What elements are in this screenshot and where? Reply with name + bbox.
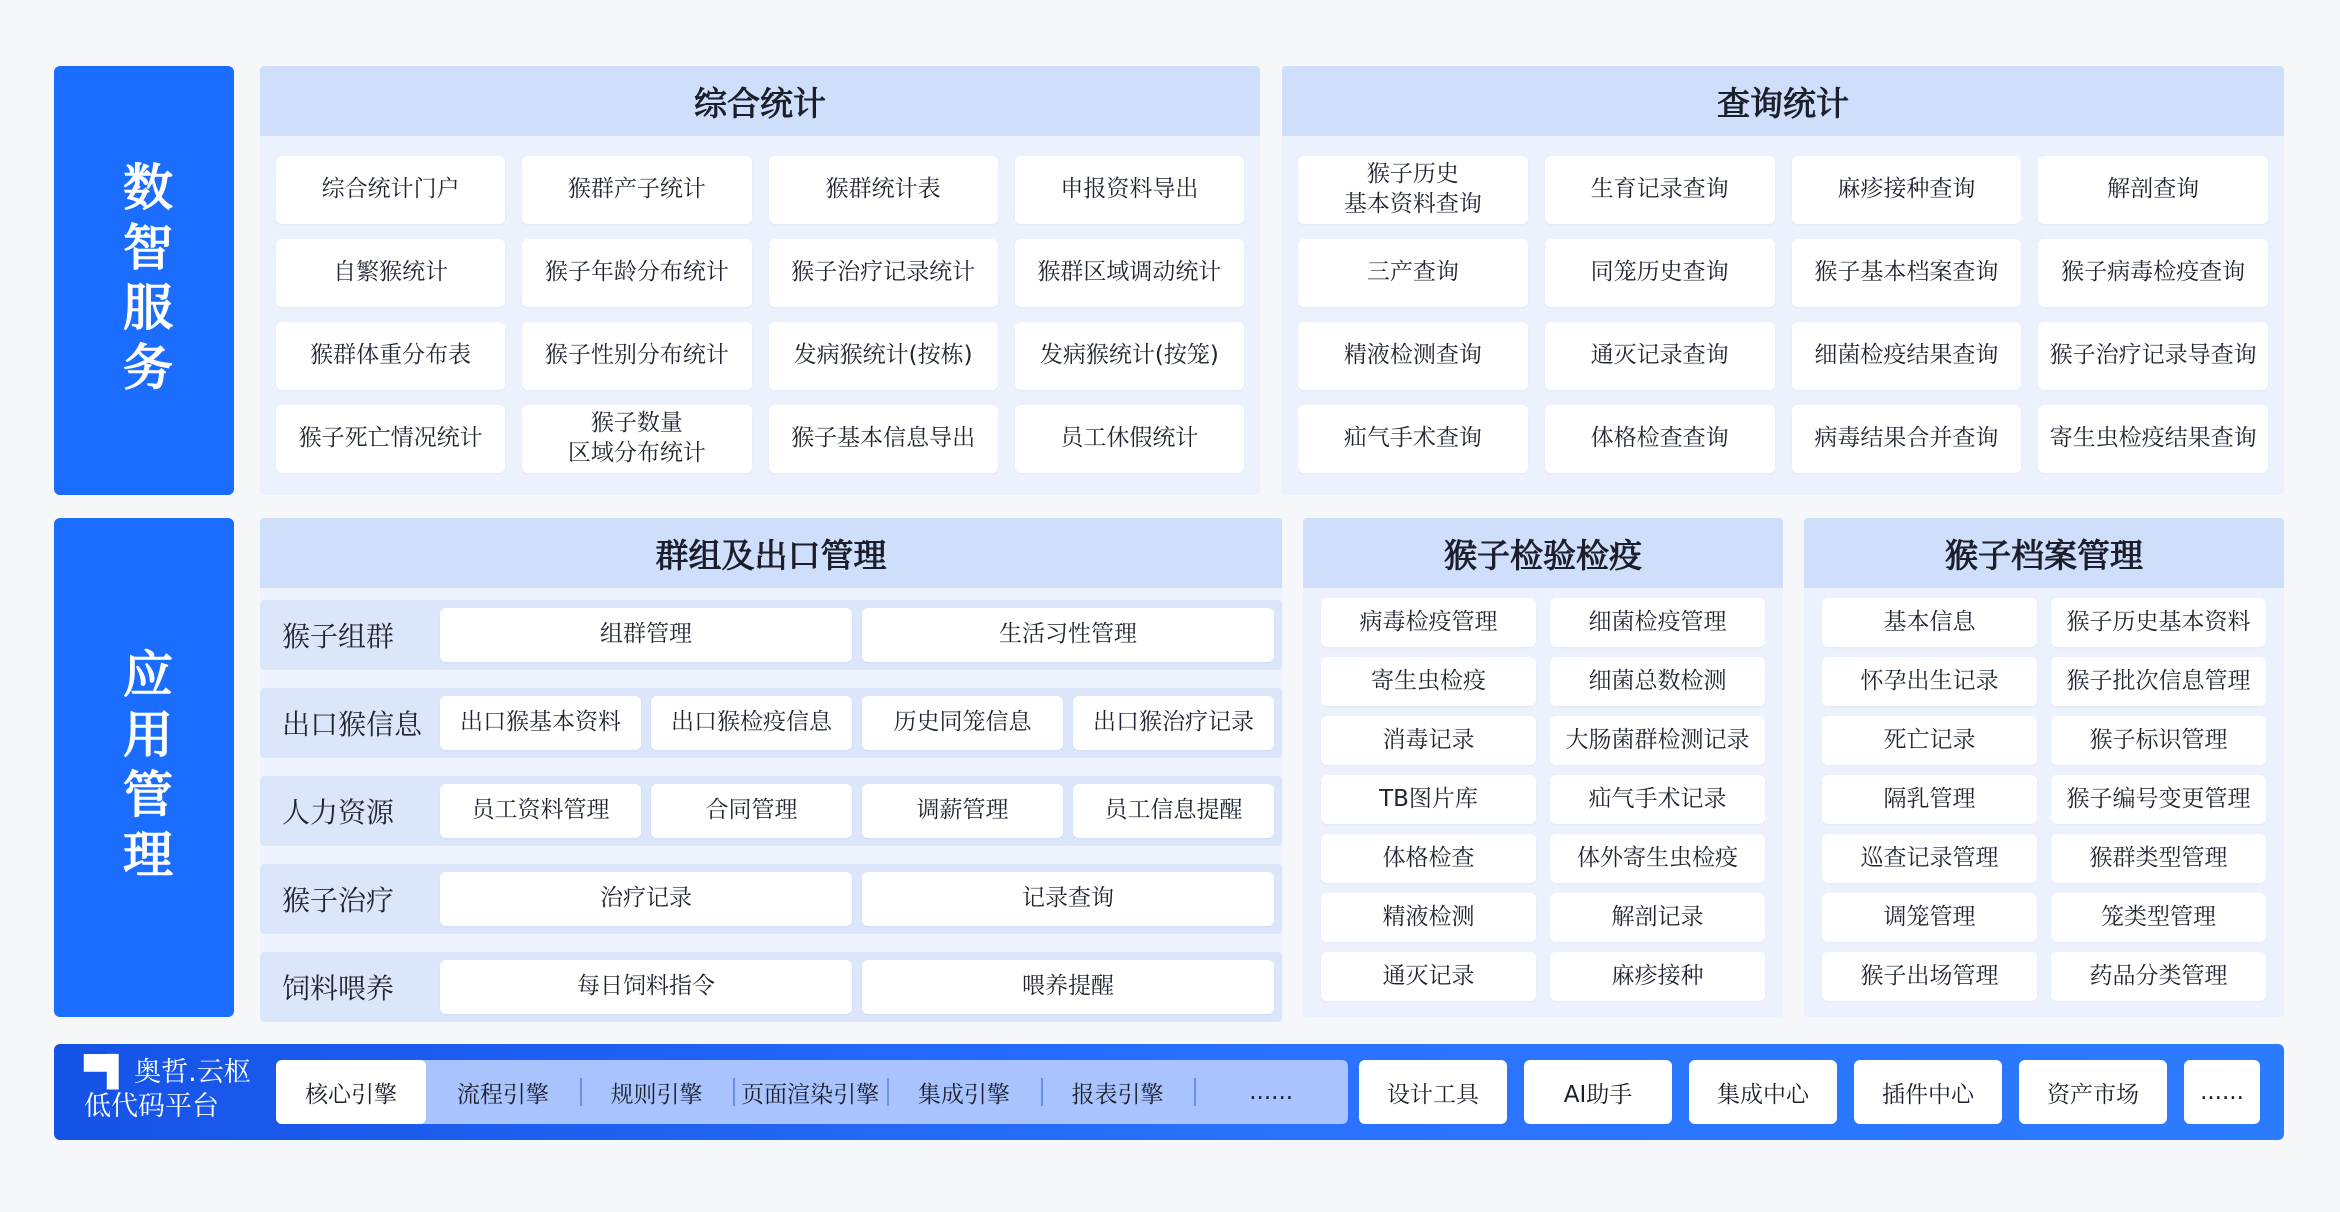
group-row-label: 猴子治疗 — [282, 884, 395, 917]
group-row-label: 猴子组群 — [282, 620, 395, 653]
archives-panel — [1804, 518, 2284, 1017]
inspection-item[interactable]: 病毒检疫管理 — [1321, 598, 1536, 647]
group-row-items — [440, 608, 1274, 662]
section-label-data-service — [54, 66, 234, 495]
archive-item[interactable]: 猴子历史基本资料 — [2051, 598, 2266, 647]
group-row — [260, 776, 1282, 846]
engine-item[interactable]: 页面渲染引擎 — [733, 1060, 887, 1124]
archive-item[interactable]: 笼类型管理 — [2051, 893, 2266, 942]
group-row-items — [440, 784, 1274, 838]
engine-item[interactable]: ...... — [1194, 1060, 1348, 1124]
inspection-grid — [1321, 598, 1765, 1003]
query-stats-item[interactable]: 同笼历史查询 — [1545, 239, 1775, 307]
query-stats-grid — [1298, 156, 2268, 476]
group-row — [260, 600, 1282, 670]
inspection-item[interactable]: 体格检查 — [1321, 834, 1536, 883]
archive-item[interactable]: 猴子标识管理 — [2051, 716, 2266, 765]
query-stats-item[interactable]: 疝气手术查询 — [1298, 405, 1528, 473]
query-stats-item[interactable]: 细菌检疫结果查询 — [1792, 322, 2022, 390]
group-row-item[interactable]: 调薪管理 — [862, 784, 1063, 838]
archive-item[interactable]: 猴子批次信息管理 — [2051, 657, 2266, 706]
archive-item[interactable]: 死亡记录 — [1822, 716, 2037, 765]
group-row-items — [440, 960, 1274, 1014]
query-stats-item[interactable]: 精液检测查询 — [1298, 322, 1528, 390]
archive-item[interactable]: 猴群类型管理 — [2051, 834, 2266, 883]
comprehensive-stats-item[interactable]: 猴群统计表 — [769, 156, 998, 224]
engine-item[interactable]: 报表引擎 — [1041, 1060, 1195, 1124]
group-row-item[interactable]: 生活习性管理 — [862, 608, 1274, 662]
comprehensive-stats-item[interactable]: 发病猴统计(按栋) — [769, 322, 998, 390]
group-row-item[interactable]: 出口猴检疫信息 — [651, 696, 852, 750]
comprehensive-stats-panel — [260, 66, 1260, 495]
comprehensive-stats-item[interactable]: 申报资料导出 — [1015, 156, 1244, 224]
inspection-item[interactable]: 体外寄生虫检疫 — [1550, 834, 1765, 883]
engine-item[interactable]: 规则引擎 — [580, 1060, 734, 1124]
comprehensive-stats-grid — [276, 156, 1244, 476]
group-row-item[interactable]: 治疗记录 — [440, 872, 852, 926]
archives-grid — [1822, 598, 2266, 1003]
comprehensive-stats-item[interactable]: 猴子治疗记录统计 — [769, 239, 998, 307]
group-row — [260, 688, 1282, 758]
query-stats-item[interactable]: 生育记录查询 — [1545, 156, 1775, 224]
group-row-item[interactable]: 出口猴治疗记录 — [1073, 696, 1274, 750]
group-row-item[interactable]: 历史同笼信息 — [862, 696, 1063, 750]
group-row — [260, 864, 1282, 934]
group-row-item[interactable]: 员工信息提醒 — [1073, 784, 1274, 838]
group-row — [260, 952, 1282, 1022]
archive-item[interactable]: 隔乳管理 — [1822, 775, 2037, 824]
inspection-item[interactable]: 通灭记录 — [1321, 952, 1536, 1001]
comprehensive-stats-item[interactable]: 猴子数量 区域分布统计 — [522, 405, 751, 473]
inspection-item[interactable]: 细菌检疫管理 — [1550, 598, 1765, 647]
tool-item[interactable]: AI助手 — [1524, 1060, 1672, 1124]
group-row-item[interactable]: 出口猴基本资料 — [440, 696, 641, 750]
comprehensive-stats-item[interactable]: 猴子死亡情况统计 — [276, 405, 505, 473]
group-export-rows — [260, 600, 1282, 1020]
section-label-app-management — [54, 518, 234, 1017]
panel-title: 猴子检验检疫 — [1303, 518, 1783, 588]
group-row-item[interactable]: 员工资料管理 — [440, 784, 641, 838]
logo-icon: ▀▌ — [84, 1055, 131, 1090]
comprehensive-stats-item[interactable]: 猴子年龄分布统计 — [522, 239, 751, 307]
group-row-items — [440, 872, 1274, 926]
group-row-item[interactable]: 合同管理 — [651, 784, 852, 838]
group-row-label: 人力资源 — [282, 796, 395, 829]
inspection-item[interactable]: 精液检测 — [1321, 893, 1536, 942]
tool-item[interactable]: 集成中心 — [1689, 1060, 1837, 1124]
tool-item[interactable]: 设计工具 — [1359, 1060, 1507, 1124]
inspection-item[interactable]: 解剖记录 — [1550, 893, 1765, 942]
group-row-item[interactable]: 喂养提醒 — [862, 960, 1274, 1014]
query-stats-item[interactable]: 三产查询 — [1298, 239, 1528, 307]
group-row-item[interactable]: 记录查询 — [862, 872, 1274, 926]
group-row-label: 饲料喂养 — [282, 972, 395, 1005]
query-stats-item[interactable]: 猴子历史 基本资料查询 — [1298, 156, 1528, 224]
inspection-panel — [1303, 518, 1783, 1017]
query-stats-item[interactable]: 通灭记录查询 — [1545, 322, 1775, 390]
tool-item[interactable]: ...... — [2184, 1060, 2260, 1124]
platform-bar — [54, 1044, 2284, 1140]
inspection-item[interactable]: TB图片库 — [1321, 775, 1536, 824]
section-label-text: 数智服务 — [115, 160, 173, 401]
comprehensive-stats-item[interactable]: 猴子基本信息导出 — [769, 405, 998, 473]
query-stats-item[interactable]: 体格检查查询 — [1545, 405, 1775, 473]
archive-item[interactable]: 调笼管理 — [1822, 893, 2037, 942]
engine-item[interactable]: 流程引擎 — [456, 1081, 549, 1108]
archive-item[interactable]: 怀孕出生记录 — [1822, 657, 2037, 706]
query-stats-item[interactable]: 解剖查询 — [2038, 156, 2268, 224]
archive-item[interactable]: 药品分类管理 — [2051, 952, 2266, 1001]
section-label-text: 应用管理 — [115, 647, 173, 888]
archive-item[interactable]: 基本信息 — [1822, 598, 2037, 647]
comprehensive-stats-item[interactable]: 综合统计门户 — [276, 156, 505, 224]
tool-item[interactable]: 资产市场 — [2019, 1060, 2167, 1124]
group-row-items — [440, 696, 1274, 750]
query-stats-item[interactable]: 猴子治疗记录导查询 — [2038, 322, 2268, 390]
archive-item[interactable]: 猴子编号变更管理 — [2051, 775, 2266, 824]
query-stats-item[interactable]: 猴子基本档案查询 — [1792, 239, 2022, 307]
engine-item[interactable]: 核心引擎 — [276, 1060, 426, 1124]
logo-subtitle: 低代码平台 — [84, 1091, 219, 1122]
query-stats-panel — [1282, 66, 2284, 495]
inspection-item[interactable]: 大肠菌群检测记录 — [1550, 716, 1765, 765]
query-stats-item[interactable]: 麻疹接种查询 — [1792, 156, 2022, 224]
engine-group — [276, 1060, 1348, 1124]
comprehensive-stats-item[interactable]: 猴群区域调动统计 — [1015, 239, 1244, 307]
comprehensive-stats-item[interactable]: 猴子性别分布统计 — [522, 322, 751, 390]
inspection-item[interactable]: 寄生虫检疫 — [1321, 657, 1536, 706]
comprehensive-stats-item[interactable]: 猴群产子统计 — [522, 156, 751, 224]
comprehensive-stats-item[interactable]: 发病猴统计(按笼) — [1015, 322, 1244, 390]
group-export-panel — [260, 518, 1282, 1021]
group-row-item[interactable]: 组群管理 — [440, 608, 852, 662]
panel-title: 猴子档案管理 — [1804, 518, 2284, 588]
archive-item[interactable]: 巡查记录管理 — [1822, 834, 2037, 883]
comprehensive-stats-item[interactable]: 自繁猴统计 — [276, 239, 505, 307]
tool-item[interactable]: 插件中心 — [1854, 1060, 2002, 1124]
archive-item[interactable]: 猴子出场管理 — [1822, 952, 2037, 1001]
query-stats-item[interactable]: 寄生虫检疫结果查询 — [2038, 405, 2268, 473]
inspection-item[interactable]: 麻疹接种 — [1550, 952, 1765, 1001]
inspection-item[interactable]: 疝气手术记录 — [1550, 775, 1765, 824]
group-row-label: 出口猴信息 — [282, 708, 423, 741]
query-stats-item[interactable]: 病毒结果合并查询 — [1792, 405, 2022, 473]
panel-title: 综合统计 — [260, 66, 1260, 136]
inspection-item[interactable]: 消毒记录 — [1321, 716, 1536, 765]
panel-title: 群组及出口管理 — [260, 518, 1282, 588]
comprehensive-stats-item[interactable]: 员工休假统计 — [1015, 405, 1244, 473]
inspection-item[interactable]: 细菌总数检测 — [1550, 657, 1765, 706]
group-row-item[interactable]: 每日饲料指令 — [440, 960, 852, 1014]
platform-logo — [84, 1056, 251, 1124]
query-stats-item[interactable]: 猴子病毒检疫查询 — [2038, 239, 2268, 307]
panel-title: 查询统计 — [1282, 66, 2284, 136]
comprehensive-stats-item[interactable]: 猴群体重分布表 — [276, 322, 505, 390]
logo-brand: 奥哲.云枢 — [134, 1057, 251, 1088]
engine-item[interactable]: 集成引擎 — [887, 1060, 1041, 1124]
